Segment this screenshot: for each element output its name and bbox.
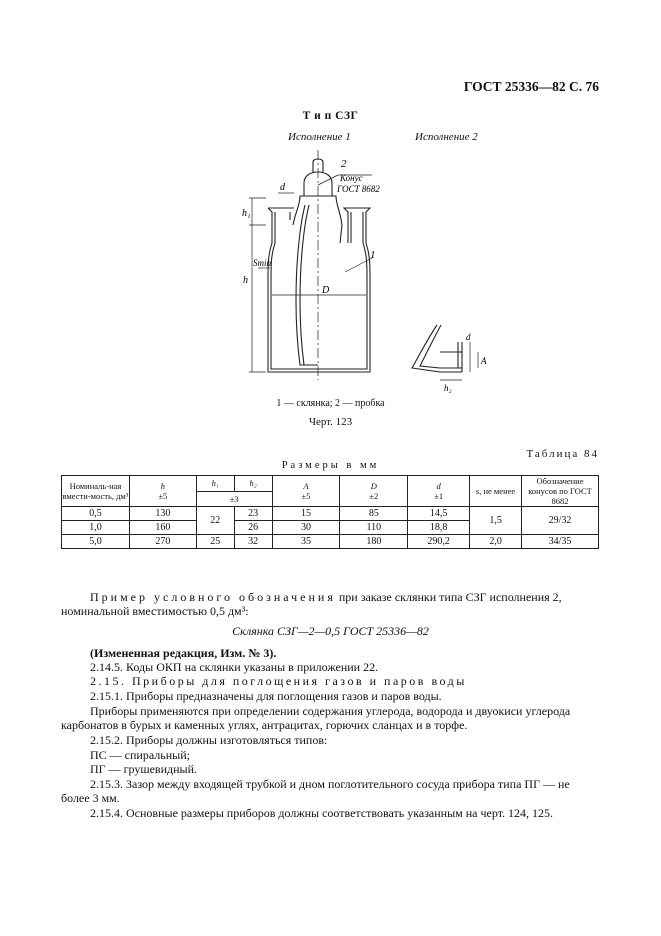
para-2-15-4: 2.15.4. Основные размеры приборов должны соответствовать указанным на черт. 124, 125. xyxy=(90,806,554,820)
label-d: d xyxy=(280,182,285,193)
table-row: 1,0 160 26 30 110 18,8 xyxy=(62,521,599,535)
change-note: (Измененная редакция, Изм. № 3). xyxy=(90,646,277,660)
label-h1: h₁ xyxy=(242,208,251,219)
th-h1: h₁ xyxy=(196,476,234,492)
figure-number: Черт. 123 xyxy=(308,416,353,428)
type-ps: ПС — спиральный; xyxy=(90,748,190,762)
label-d2: d xyxy=(466,332,471,342)
type-pg: ПГ — грушевидный. xyxy=(90,762,198,776)
table-label: Таблица 84 xyxy=(526,448,599,460)
th-cones: Обозначение конусов по ГОСТ 8682 xyxy=(522,476,599,507)
dimensions-table xyxy=(61,475,599,549)
label-h2: h₂ xyxy=(444,383,452,393)
label-gost: ГОСТ 8682 xyxy=(337,184,380,194)
variant2-label: Исполнение 2 xyxy=(415,131,478,143)
th-d: d ±1 xyxy=(408,476,470,507)
th-h: h ±5 xyxy=(129,476,196,507)
para-2-15-2: 2.15.2. Приборы должны изготовляться типов: xyxy=(90,733,328,747)
type-title: Т и п СЗГ xyxy=(302,110,359,122)
th-nominal: Номиналь-ная вмести-мость, дм³ xyxy=(62,476,130,507)
example-intro: Пример условного обозначения при заказе склянки типа СЗГ исполнения 2, номинальной вместимостью 0,5 дм³: xyxy=(61,590,562,618)
table-title: Размеры в мм xyxy=(281,460,380,471)
table-row: 5,0 270 25 32 35 180 290,2 2,0 34/35 xyxy=(62,535,599,549)
label-one: 1 xyxy=(370,249,376,261)
page-header: ГОСТ 25336—82 С. 76 xyxy=(463,79,599,94)
para-2-15-3: 2.15.3. Зазор между входящей трубкой и дном поглотительного сосуда прибора типа ПГ — не более 3 мм. xyxy=(61,777,570,805)
variant1-label: Исполнение 1 xyxy=(288,131,351,143)
label-D: D xyxy=(322,285,330,296)
th-s: s, не менее xyxy=(470,476,522,507)
th-A: A ±5 xyxy=(272,476,340,507)
table-row: 0,5 130 22 23 15 85 14,5 1,5 29/32 xyxy=(62,507,599,521)
label-h: h xyxy=(243,275,248,286)
example-designation: Склянка СЗГ—2—0,5 ГОСТ 25336—82 xyxy=(232,624,429,638)
label-A: A xyxy=(481,356,487,366)
figure-caption: 1 — склянка; 2 — пробка xyxy=(276,398,385,409)
section-2-15: 2.15. Приборы для поглощения газов и паров воды xyxy=(90,674,467,688)
para-2-15-1: 2.15.1. Приборы предназначены для поглощения газов и паров воды. xyxy=(90,689,442,703)
label-konus: Конус xyxy=(340,173,363,183)
th-h12-tol: ±3 xyxy=(196,491,272,507)
technical-drawing xyxy=(0,0,661,400)
para-2-15-1b: Приборы применяются при определении содержания углерода, водорода и двуокиси углерода карбонатов в бурых и каменных углях, антрацитах, горючих сланцах и в торфе. xyxy=(61,704,571,732)
label-two: 2 xyxy=(341,158,347,170)
label-smin: Smin xyxy=(253,258,271,268)
th-h2: h₂ xyxy=(234,476,272,492)
th-D: D ±2 xyxy=(340,476,408,507)
para-2-14-5: 2.14.5. Коды ОКП на склянки указаны в приложении 22. xyxy=(90,660,379,674)
